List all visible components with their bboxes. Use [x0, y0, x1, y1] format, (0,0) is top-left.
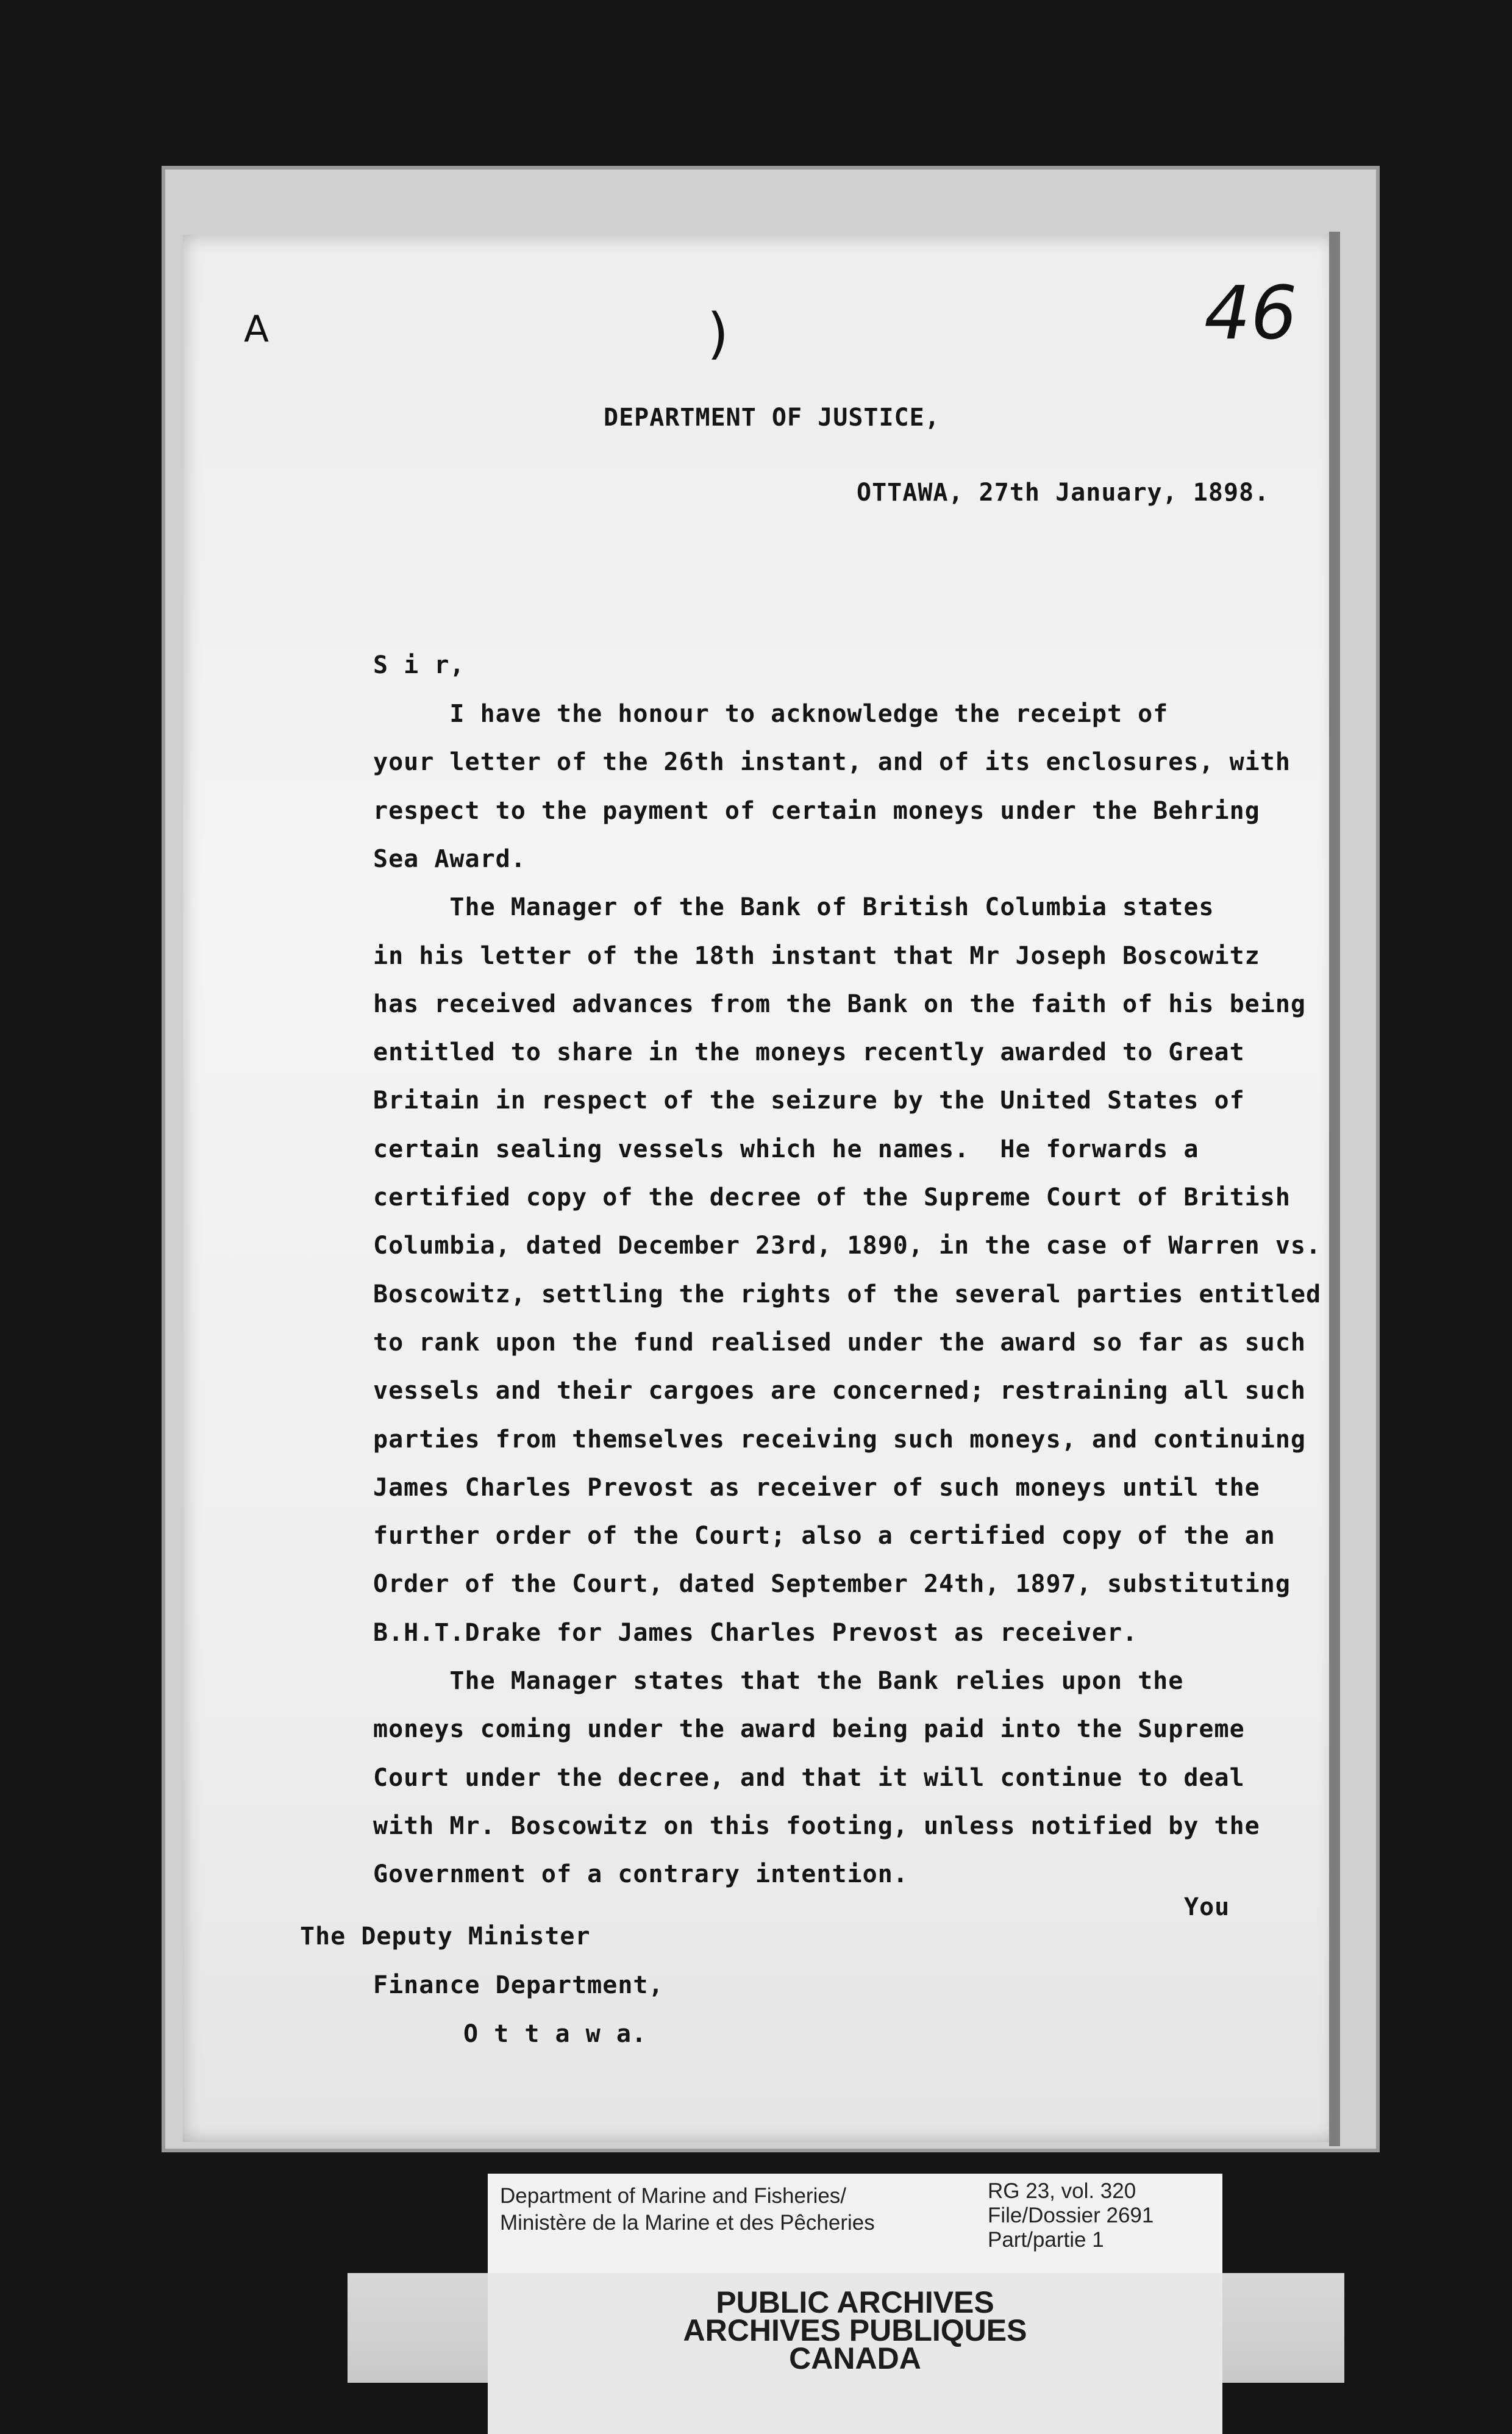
body-line: I have the honour to acknowledge the receipt of: [373, 700, 1169, 728]
body-line: Britain in respect of the seizure by the United States of: [373, 1087, 1245, 1115]
label-dept-fr: Ministère de la Marine et des Pêcheries: [500, 2211, 875, 2235]
catchword: You: [1184, 1893, 1230, 1921]
addressee-title: The Deputy Minister: [300, 1922, 591, 1950]
addressee-department: Finance Department,: [373, 1971, 664, 1999]
body-line: to rank upon the fund realised under the award so far as such: [373, 1329, 1307, 1357]
body-line: your letter of the 26th instant, and of its enclosures, with: [373, 748, 1291, 776]
place-date: OTTAWA, 27th January, 1898.: [857, 479, 1270, 507]
body-line: certain sealing vessels which he names. He forwards a: [373, 1135, 1199, 1163]
top-mark: ): [707, 302, 729, 366]
body-line: Order of the Court, dated September 24th, 1897, substituting: [373, 1570, 1291, 1598]
salutation: S i r,: [373, 651, 465, 679]
body-line: James Charles Prevost as receiver of such moneys until the: [373, 1474, 1260, 1502]
addressee-city: O t t a w a.: [463, 2020, 647, 2048]
body-line: moneys coming under the award being paid into the Supreme: [373, 1715, 1245, 1743]
body-line: parties from themselves receiving such moneys, and continuing: [373, 1426, 1307, 1454]
body-line: in his letter of the 18th instant that Mr Joseph Boscowitz: [373, 942, 1260, 970]
body-line: B.H.T.Drake for James Charles Prevost as receiver.: [373, 1619, 1138, 1647]
body-line: The Manager of the Bank of British Columbia states: [373, 893, 1214, 921]
body-line: further order of the Court; also a certified copy of the an: [373, 1522, 1275, 1550]
body-line: The Manager states that the Bank relies upon the: [373, 1667, 1184, 1695]
label-part: Part/partie 1: [988, 2228, 1104, 2252]
body-line: vessels and their cargoes are concerned; restraining all such: [373, 1377, 1307, 1405]
stamp-line-3: CANADA: [789, 2341, 921, 2375]
body-line: Boscowitz, settling the rights of the several parties entitled: [373, 1280, 1322, 1308]
body-line: certified copy of the decree of the Supreme Court of British: [373, 1183, 1291, 1212]
stamp-line-1: PUBLIC ARCHIVES: [716, 2285, 994, 2319]
body-line: entitled to share in the moneys recently awarded to Great: [373, 1038, 1245, 1066]
body-line: respect to the payment of certain moneys under the Behring: [373, 797, 1260, 825]
label-dept-en: Department of Marine and Fisheries/: [500, 2184, 847, 2208]
body-line: Columbia, dated December 23rd, 1890, in the case of Warren vs.: [373, 1232, 1322, 1260]
body-line: Sea Award.: [373, 845, 526, 873]
letterhead: DEPARTMENT OF JUSTICE,: [604, 404, 940, 432]
body-line: Court under the decree, and that it will continue to deal: [373, 1764, 1245, 1792]
stamp-line-2: ARCHIVES PUBLIQUES: [683, 2313, 1027, 2347]
corner-mark: A: [244, 308, 269, 351]
page-edge: [1329, 232, 1340, 2146]
body-line: has received advances from the Bank on the faith of his being: [373, 990, 1307, 1018]
label-rg: RG 23, vol. 320: [988, 2179, 1136, 2203]
body-line: Government of a contrary intention.: [373, 1860, 908, 1888]
folio-number: 46: [1204, 271, 1297, 356]
body-line: with Mr. Boscowitz on this footing, unless notified by the: [373, 1812, 1260, 1840]
label-file: File/Dossier 2691: [988, 2204, 1154, 2227]
